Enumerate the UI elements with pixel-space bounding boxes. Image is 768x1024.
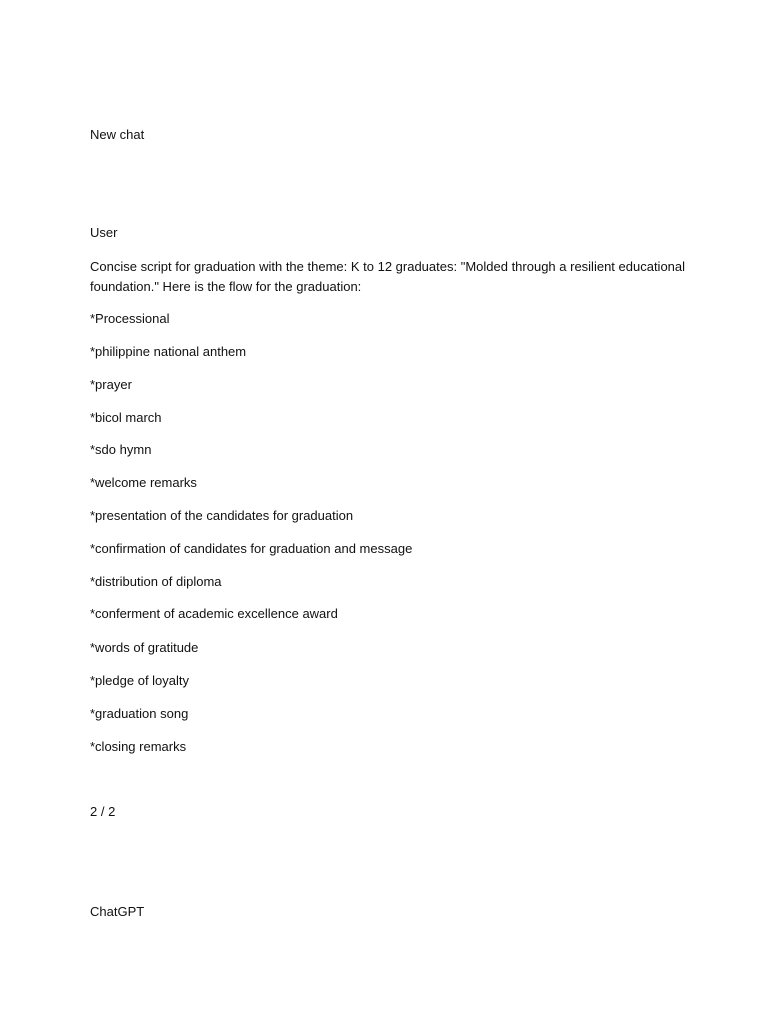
flow-item: *distribution of diploma: [90, 574, 222, 589]
flow-item: *prayer: [90, 377, 132, 392]
flow-item: *Processional: [90, 311, 170, 326]
chat-title: New chat: [90, 127, 145, 142]
flow-item: *welcome remarks: [90, 475, 197, 490]
user-label: User: [90, 225, 118, 240]
flow-item: *closing remarks: [90, 739, 187, 754]
flow-item: *pledge of loyalty: [90, 673, 190, 688]
flow-item: *confirmation of candidates for graduation and message: [90, 541, 413, 556]
assistant-label: ChatGPT: [90, 904, 145, 919]
flow-item: *sdo hymn: [90, 442, 152, 457]
user-prompt: Concise script for graduation with the theme: K to 12 graduates: "Molded through a resilient educational foundation." Here is the flow for the graduation:: [90, 259, 686, 294]
flow-item: *bicol march: [90, 410, 162, 425]
flow-item: *conferment of academic excellence award: [90, 606, 338, 621]
flow-item: *philippine national anthem: [90, 344, 247, 359]
flow-item: *presentation of the candidates for graduation: [90, 508, 354, 523]
flow-item: *graduation song: [90, 706, 189, 721]
flow-item: *words of gratitude: [90, 640, 199, 655]
version-indicator: 2 / 2: [90, 804, 116, 819]
